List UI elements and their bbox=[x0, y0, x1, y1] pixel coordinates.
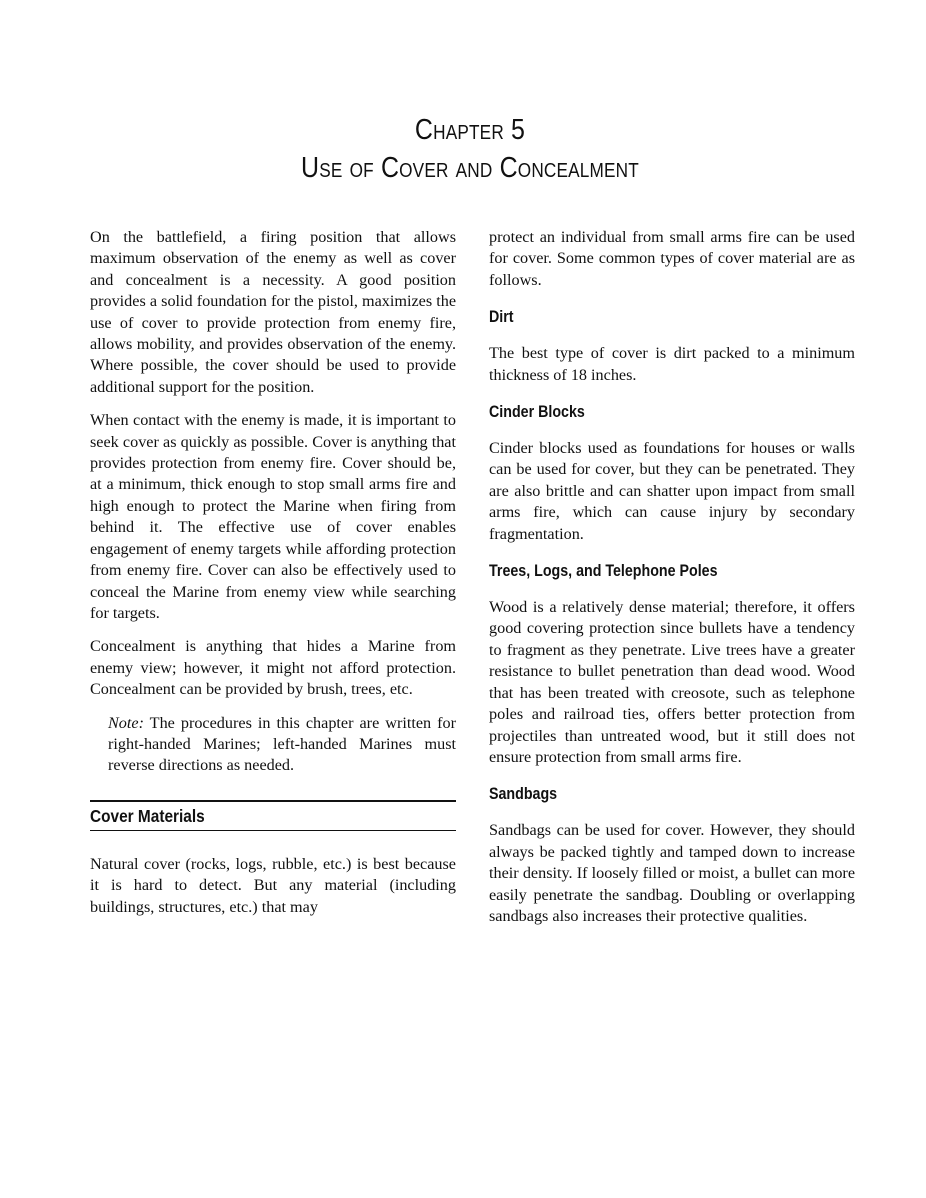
right-column bbox=[489, 227, 855, 927]
subsection-heading-sandbags: Sandbags bbox=[489, 785, 558, 804]
body-paragraph: Sandbags can be used for cover. However, they should always be packed tightly and tamped down to increase their density. If loosely filled or moist, a bullet can more easily penetrate the sandbag. Doubling or overlapping sandbags also increases their protective qualities. bbox=[489, 821, 855, 925]
left-column bbox=[90, 227, 456, 918]
body-paragraph: Cinder blocks used as foundations for houses or walls can be used for cover, but they can be penetrated. They are also brittle and can shatter upon impact from small arms fire, which can cause injury by secondary fragmentation. bbox=[489, 439, 855, 543]
body-paragraph: Concealment is anything that hides a Marine from enemy view; however, it might not afford protection. Concealment can be provided by brush, trees, etc. bbox=[90, 637, 456, 699]
chapter-number: Chapter 5 bbox=[414, 114, 526, 146]
note-text: The procedures in this chapter are written for right-handed Marines; left-handed Marines must reverse directions as needed. bbox=[108, 713, 456, 775]
subsection-heading-trees-logs-poles: Trees, Logs, and Telephone Poles bbox=[489, 562, 718, 581]
body-paragraph: On the battlefield, a firing position that allows maximum observation of the enemy as well as cover and concealment is a necessity. A good position provides a solid foundation for the pistol, maximizes the use of cover to provide protection from enemy fire, allows mobility, and provides observation of the enemy. Where possible, the cover should be used to provide additional support for the position. bbox=[90, 228, 456, 396]
body-paragraph: Wood is a relatively dense material; therefore, it offers good covering protection since bullets have a tendency to fragment as they penetrate. Live trees have a greater resistance to bullet penetration than dead wood. Wood that has been treated with creosote, such as telephone poles and railroad ties, offers better protection from projectiles than untreated wood, but it still does not ensure protection from small arms fire. bbox=[489, 598, 855, 766]
section-heading-cover-materials: Cover Materials bbox=[90, 805, 205, 826]
note-label: Note: bbox=[108, 713, 144, 732]
note bbox=[108, 713, 456, 777]
chapter-title: Use of Cover and Concealment bbox=[301, 152, 639, 184]
subsection-heading-cinder-blocks: Cinder Blocks bbox=[489, 403, 585, 422]
body-paragraph: protect an individual from small arms fire can be used for cover. Some common types of cover material are as follows. bbox=[489, 228, 855, 289]
body-paragraph: When contact with the enemy is made, it is important to seek cover as quickly as possible. Cover is anything that provides protection from enemy fire. Cover should be, at a minimum, thick enough to stop small arms fire and high enough to protect the Marine when firing from behind it. The effective use of cover enables engagement of enemy targets while affording protection from enemy fire. Cover can also be effectively used to conceal the Marine from enemy view while searching for targets. bbox=[90, 411, 456, 622]
body-paragraph: Natural cover (rocks, logs, rubble, etc.) is best because it is hard to detect. But any material (including buildings, structures, etc.) that may bbox=[90, 854, 456, 916]
body-paragraph: The best type of cover is dirt packed to a minimum thickness of 18 inches. bbox=[489, 344, 855, 384]
chapter-heading bbox=[66, 112, 874, 186]
subsection-heading-dirt: Dirt bbox=[489, 308, 514, 327]
